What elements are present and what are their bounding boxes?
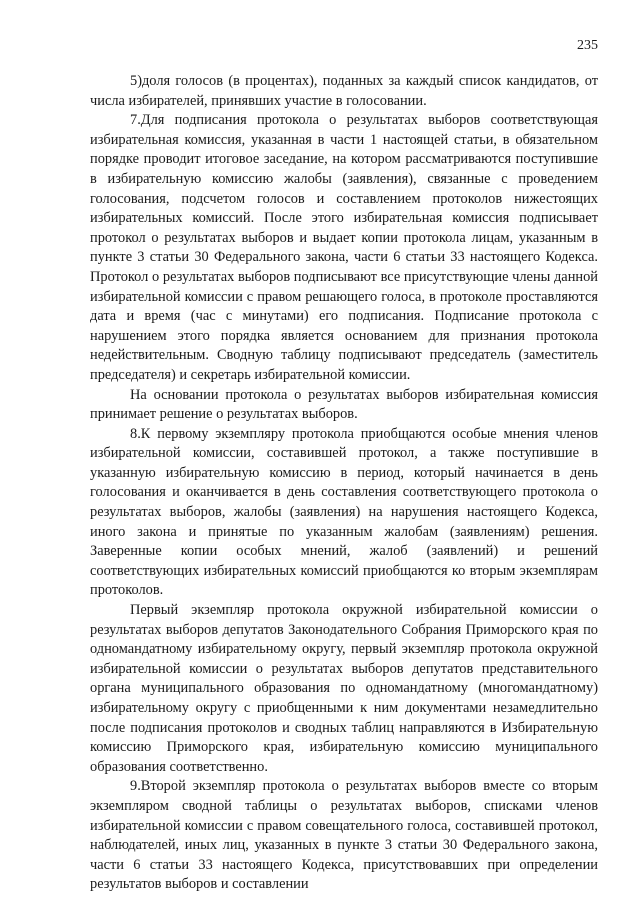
paragraph-first-copy: Первый экземпляр протокола окружной избирательной комиссии о результатах выборов депутатов Законодательного Собрания Приморского края по одномандатному избирательному округу, первый экземпляр протокола окружной избирательной комиссии о результатах выборов депутатов представительного органа муниципального образования по одномандатному (многомандатному) избирательному округу с приобщенными к ним документами незамедлительно после подписания протоколов и сводных таблиц направляются в Избирательную комиссию Приморского края, избирательную комиссию муниципального образования соответственно. <box>90 602 598 775</box>
paragraph-part-7: 7.Для подписания протокола о результатах выборов соответствующая избирательная комиссия, указанная в части 1 настоящей статьи, в обязательном порядке проводит итоговое заседание, на котором рассматриваются поступившие в избирательную комиссию жалобы (заявления), связанные с проведением голосования, подсчетом голосов и составлением протоколов нижестоящих избирательных комиссий. После этого избирательная комиссия подписывает протокол о результатах выборов и выдает копии протокола лицам, указанным в пункте 3 статьи 30 Федерального закона, части 6 статьи 33 настоящего Кодекса. Протокол о результатах выборов подписывают все присутствующие члены данной избирательной комиссии с правом решающего голоса, в протоколе проставляются дата и время (час с минутами) его подписания. Подписание протокола с нарушением этого порядка является основанием для признания протокола недействительным. Сводную таблицу подписывают председатель (заместитель председателя) и секретарь избирательной комиссии. <box>90 112 598 383</box>
paragraph-part-8: 8.К первому экземпляру протокола приобщаются особые мнения членов избирательной комиссии, составившей протокол, а также поступившие в указанную избирательную комиссию в период, который начинается в день голосования и оканчивается в день составления соответствующего протокола о результатах выборов, жалобы (заявления) на нарушения настоящего Кодекса, иного закона и принятые по указанным жалобам (заявлениям) решения. Заверенные копии особых мнений, жалоб (заявлений) и решений соответствующих избирательных комиссий приобщаются ко вторым экземплярам протоколов. <box>90 425 598 599</box>
paragraph-item-5: 5)доля голосов (в процентах), поданных за каждый список кандидатов, от числа избирателей, принявших участие в голосовании. <box>90 73 598 109</box>
page-number: 235 <box>577 38 598 53</box>
paragraph-results-decision: На основании протокола о результатах выборов избирательная комиссия принимает решение о результатах выборов. <box>90 386 598 423</box>
document-body <box>90 72 598 895</box>
paragraph-part-9: 9.Второй экземпляр протокола о результатах выборов вместе со вторым экземпляром сводной таблицы о результатах выборов, списками членов избирательной комиссии с правом совещательного голоса, составившей протокол, наблюдателей, иных лиц, указанных в пункте 3 статьи 30 Федерального закона, части 6 статьи 33 настоящего Кодекса, присутствовавших при определении результатов выборов и составлении <box>90 778 598 893</box>
